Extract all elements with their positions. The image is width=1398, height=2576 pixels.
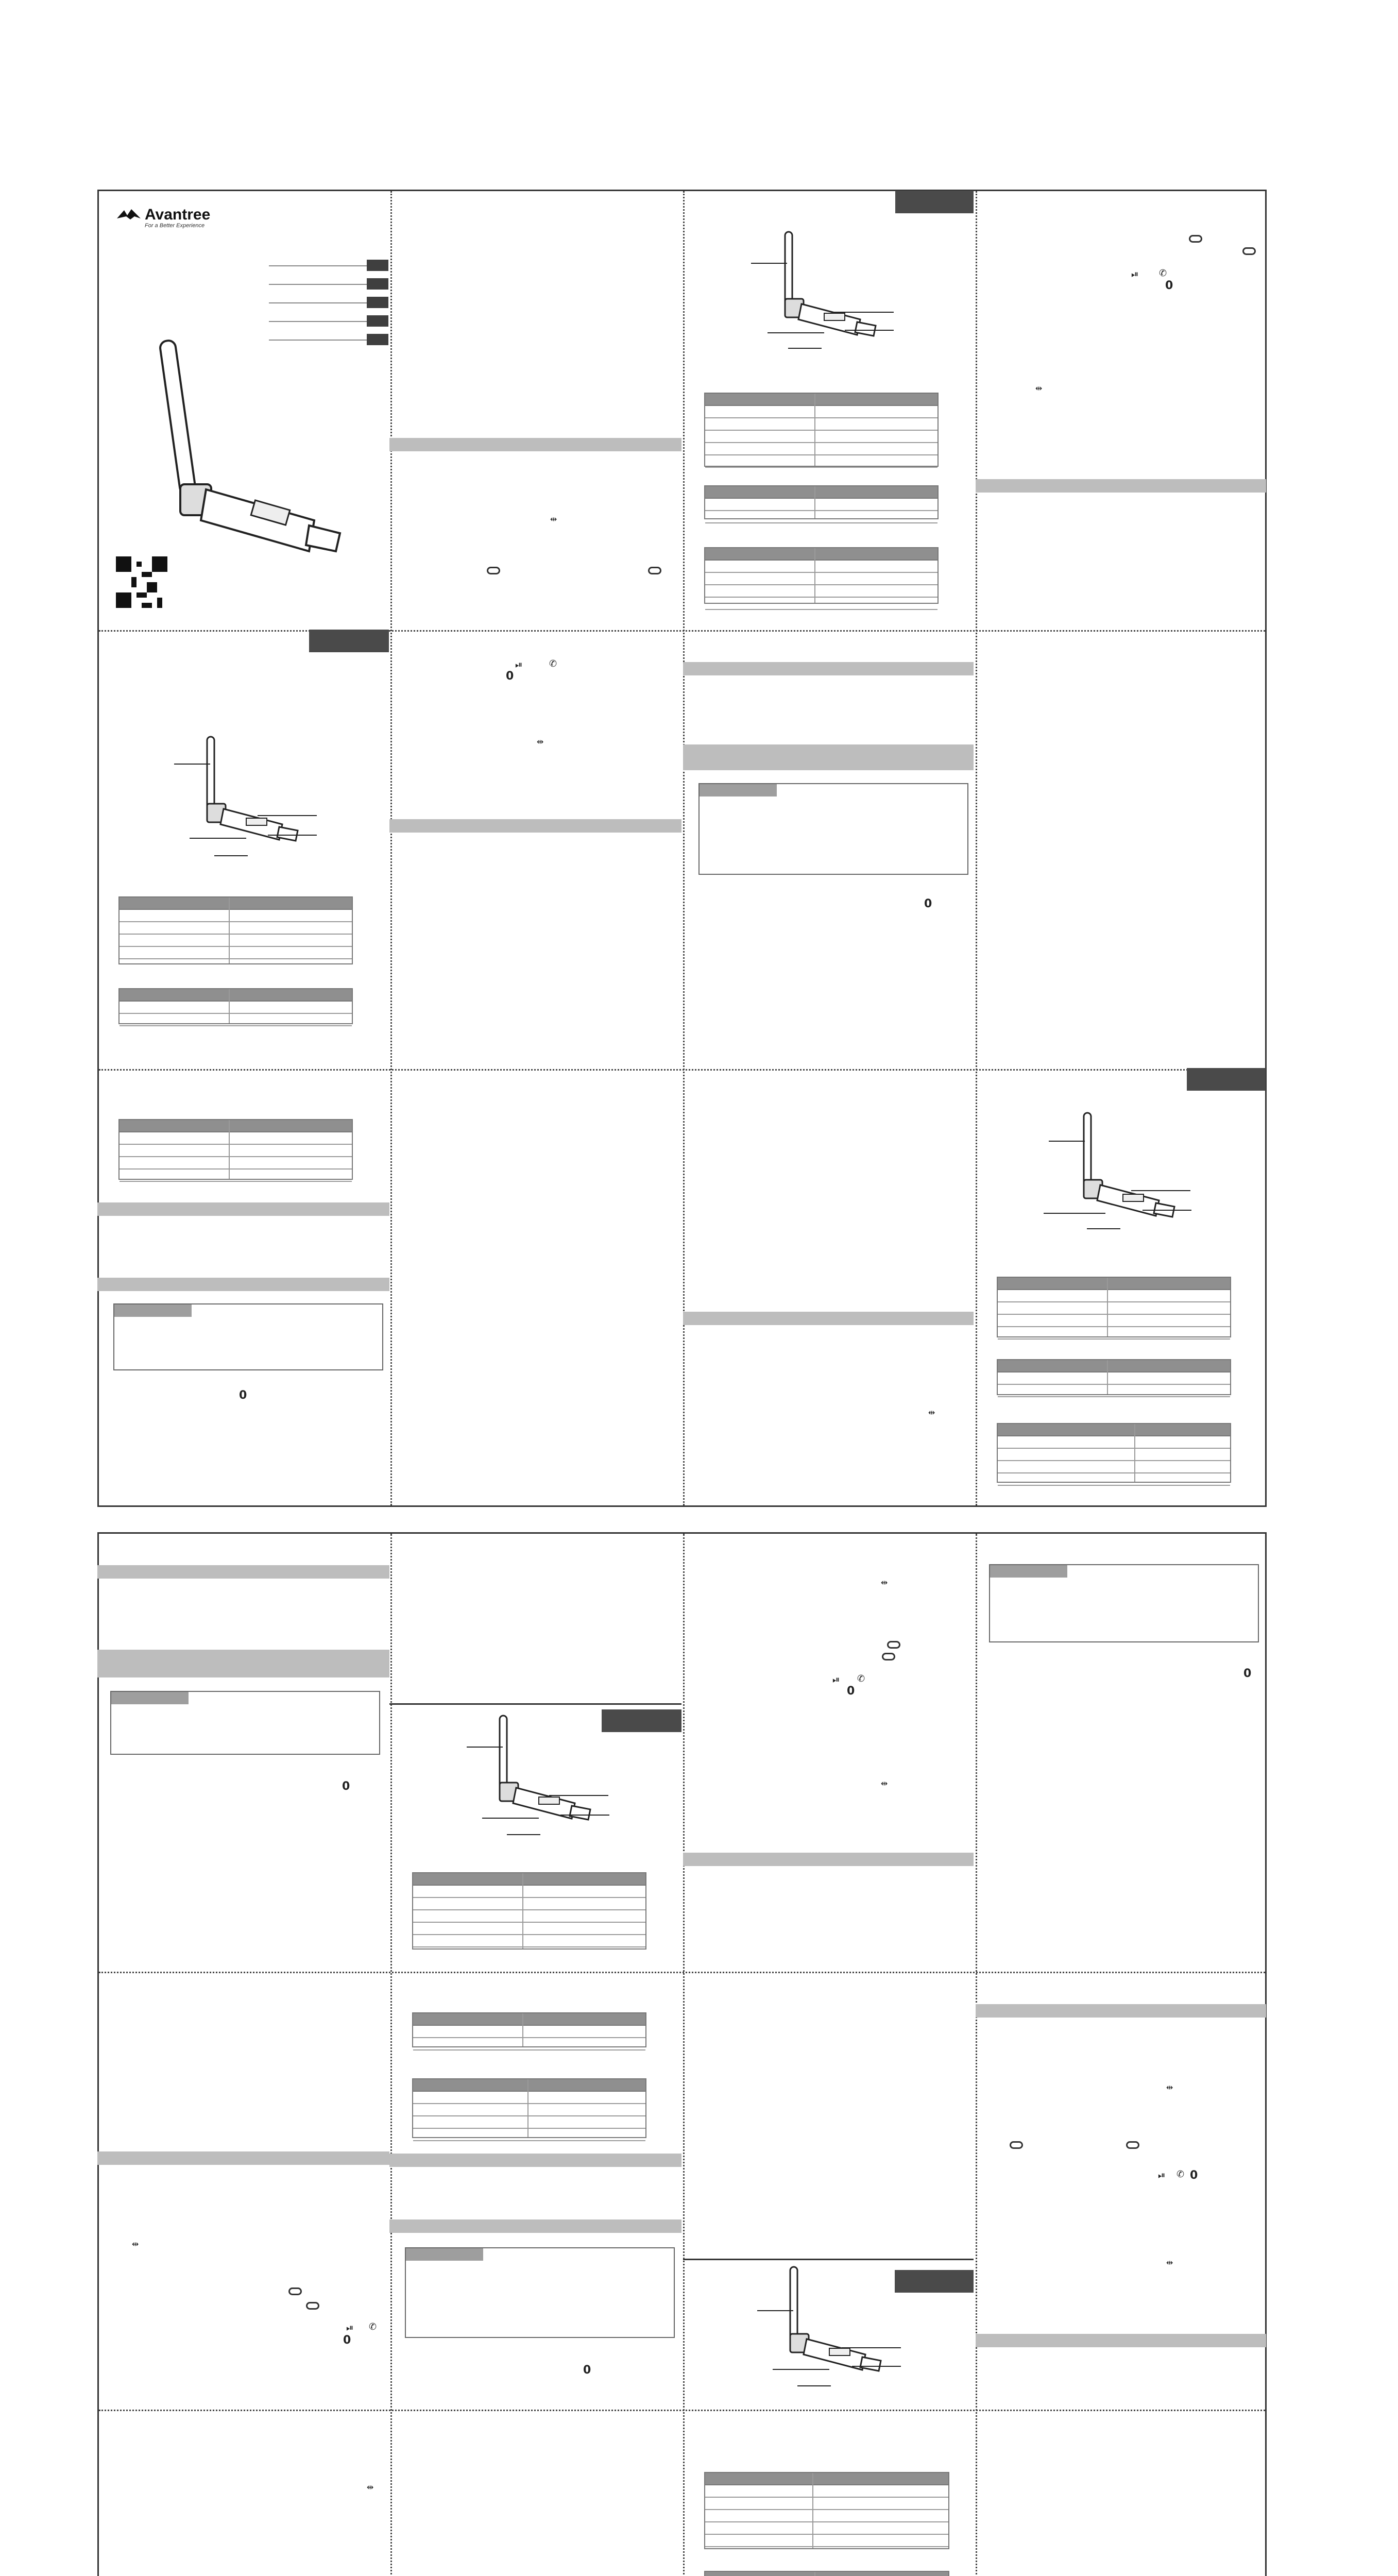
fold-line — [99, 1069, 1265, 1071]
section-header-bar — [976, 2334, 1266, 2347]
link-icon: ⇹ — [881, 1578, 888, 1587]
diagram-callout — [852, 2366, 901, 2367]
section-header-bar — [683, 1312, 974, 1325]
link-icon: ⇹ — [367, 2482, 374, 2492]
section-header-bar — [683, 744, 974, 770]
note-box — [989, 1564, 1259, 1642]
play-pause-icon: ⏯ — [346, 2323, 354, 2333]
diagram-callout — [1143, 1210, 1191, 1211]
usb-adapter-diagram — [169, 732, 323, 855]
link-icon: ⇹ — [132, 2239, 139, 2249]
diagram-callout — [190, 838, 246, 839]
section-header-bar — [683, 1853, 974, 1866]
diagram-callout — [560, 1815, 609, 1816]
diagram-callout — [788, 348, 822, 349]
toc-line — [269, 284, 367, 285]
spec-table — [704, 393, 939, 467]
spec-table — [997, 1423, 1231, 1483]
diagram-callout — [751, 263, 787, 264]
diagram-callout — [757, 2310, 793, 2311]
fold-line — [976, 1534, 977, 2576]
section-header-bar — [976, 2004, 1266, 2018]
button-icon — [887, 1641, 900, 1649]
section-header-bar — [683, 662, 974, 675]
section-header-bar — [976, 479, 1266, 493]
diagram-callout — [549, 1795, 608, 1796]
brand-name: Avantree — [145, 206, 211, 223]
panel-divider — [683, 2259, 974, 2260]
avantree-bird-logo-icon — [116, 207, 142, 223]
panel-divider — [389, 1703, 681, 1705]
note-box — [110, 1691, 380, 1755]
spec-table — [704, 2472, 949, 2549]
zero-icon: 0 — [847, 1685, 855, 1698]
phone-icon: ✆ — [369, 2321, 377, 2332]
button-icon — [1189, 235, 1202, 243]
section-header-bar — [389, 2219, 681, 2233]
zero-icon: 0 — [1190, 2169, 1198, 2182]
fold-line — [99, 1972, 1265, 1973]
fold-line — [99, 630, 1265, 632]
zero-icon: 0 — [343, 2334, 351, 2347]
diagram-callout — [1087, 1228, 1120, 1229]
note-box — [113, 1303, 383, 1370]
section-tab — [1187, 1068, 1266, 1091]
manual-sheet-back — [97, 1532, 1267, 2576]
play-pause-icon: ⏯ — [1131, 269, 1139, 280]
spec-table — [412, 2012, 646, 2047]
play-pause-icon: ⏯ — [1158, 2170, 1166, 2181]
spec-table — [412, 2078, 646, 2138]
spec-table — [412, 1872, 646, 1950]
diagram-callout — [214, 855, 248, 856]
section-header-bar — [389, 819, 681, 833]
brand-tagline: For a Better Experience — [145, 223, 205, 229]
diagram-callout — [467, 1747, 503, 1748]
toc-tab — [367, 278, 388, 290]
diagram-callout — [507, 1834, 540, 1835]
section-header-bar — [97, 1650, 389, 1677]
phone-icon: ✆ — [1177, 2169, 1185, 2180]
qr-code-icon — [116, 556, 167, 608]
usb-adapter-diagram — [462, 1710, 616, 1834]
phone-icon: ✆ — [549, 658, 557, 669]
section-header-bar — [389, 2154, 681, 2167]
toc-line — [269, 302, 367, 303]
link-icon: ⇹ — [550, 514, 557, 524]
zero-icon: 0 — [342, 1780, 350, 1793]
note-box — [698, 783, 968, 875]
spec-table — [118, 1119, 353, 1180]
spec-table — [704, 2571, 949, 2576]
zero-icon: 0 — [583, 2364, 591, 2377]
button-icon — [1010, 2141, 1023, 2149]
diagram-callout — [842, 2347, 901, 2348]
link-icon: ⇹ — [881, 1778, 888, 1788]
diagram-callout — [258, 815, 317, 816]
diagram-callout — [174, 764, 210, 765]
button-icon — [288, 2287, 302, 2295]
section-header-bar — [389, 438, 681, 451]
diagram-callout — [797, 2385, 831, 2386]
fold-line — [390, 191, 392, 1505]
diagram-callout — [768, 332, 824, 333]
note-box — [405, 2247, 675, 2338]
button-icon — [487, 567, 500, 574]
usb-adapter-illustration — [144, 330, 350, 556]
diagram-callout — [268, 835, 317, 836]
section-tab — [895, 191, 974, 213]
link-icon: ⇹ — [1035, 383, 1043, 393]
usb-adapter-diagram — [747, 227, 901, 350]
link-icon: ⇹ — [1166, 2082, 1173, 2092]
spec-table — [997, 1359, 1231, 1395]
diagram-callout — [845, 330, 894, 331]
diagram-callout — [773, 2369, 829, 2370]
button-icon — [882, 1653, 895, 1660]
toc-line — [269, 321, 367, 322]
play-pause-icon: ⏯ — [832, 1674, 840, 1685]
diagram-callout — [482, 1818, 539, 1819]
spec-table — [118, 896, 353, 964]
zero-icon: 0 — [239, 1389, 247, 1402]
toc-tab — [367, 334, 388, 345]
button-icon — [648, 567, 661, 574]
toc-tab — [367, 260, 388, 271]
zero-icon: 0 — [924, 897, 932, 910]
fold-line — [683, 1534, 685, 2576]
diagram-callout — [1131, 1190, 1190, 1191]
play-pause-icon: ⏯ — [515, 659, 523, 670]
spec-table — [704, 547, 939, 604]
toc-tab — [367, 297, 388, 308]
diagram-callout — [832, 312, 894, 313]
toc-line — [269, 265, 367, 266]
fold-line — [976, 191, 977, 1505]
link-icon: ⇹ — [928, 1408, 935, 1417]
spec-table — [118, 988, 353, 1024]
zero-icon: 0 — [506, 670, 514, 683]
section-header-bar — [97, 1278, 389, 1291]
button-icon — [306, 2302, 319, 2310]
spec-table — [997, 1277, 1231, 1337]
link-icon: ⇹ — [537, 737, 544, 747]
phone-icon: ✆ — [1159, 268, 1167, 279]
fold-line — [390, 1534, 392, 2576]
section-header-bar — [97, 1202, 389, 1216]
diagram-callout — [1044, 1213, 1105, 1214]
phone-icon: ✆ — [857, 1673, 865, 1684]
brand-logo — [116, 206, 210, 229]
spec-table — [704, 485, 939, 519]
zero-icon: 0 — [1243, 1667, 1252, 1680]
diagram-callout — [1049, 1141, 1085, 1142]
link-icon: ⇹ — [1166, 2258, 1173, 2267]
fold-line — [683, 191, 685, 1505]
usb-adapter-diagram — [752, 2262, 907, 2385]
button-icon — [1242, 247, 1256, 255]
fold-line — [99, 2410, 1265, 2411]
section-header-bar — [97, 2151, 389, 2165]
button-icon — [1126, 2141, 1139, 2149]
zero-icon: 0 — [1165, 279, 1173, 292]
section-header-bar — [97, 1565, 389, 1579]
toc-tab — [367, 315, 388, 327]
section-tab — [309, 630, 389, 652]
